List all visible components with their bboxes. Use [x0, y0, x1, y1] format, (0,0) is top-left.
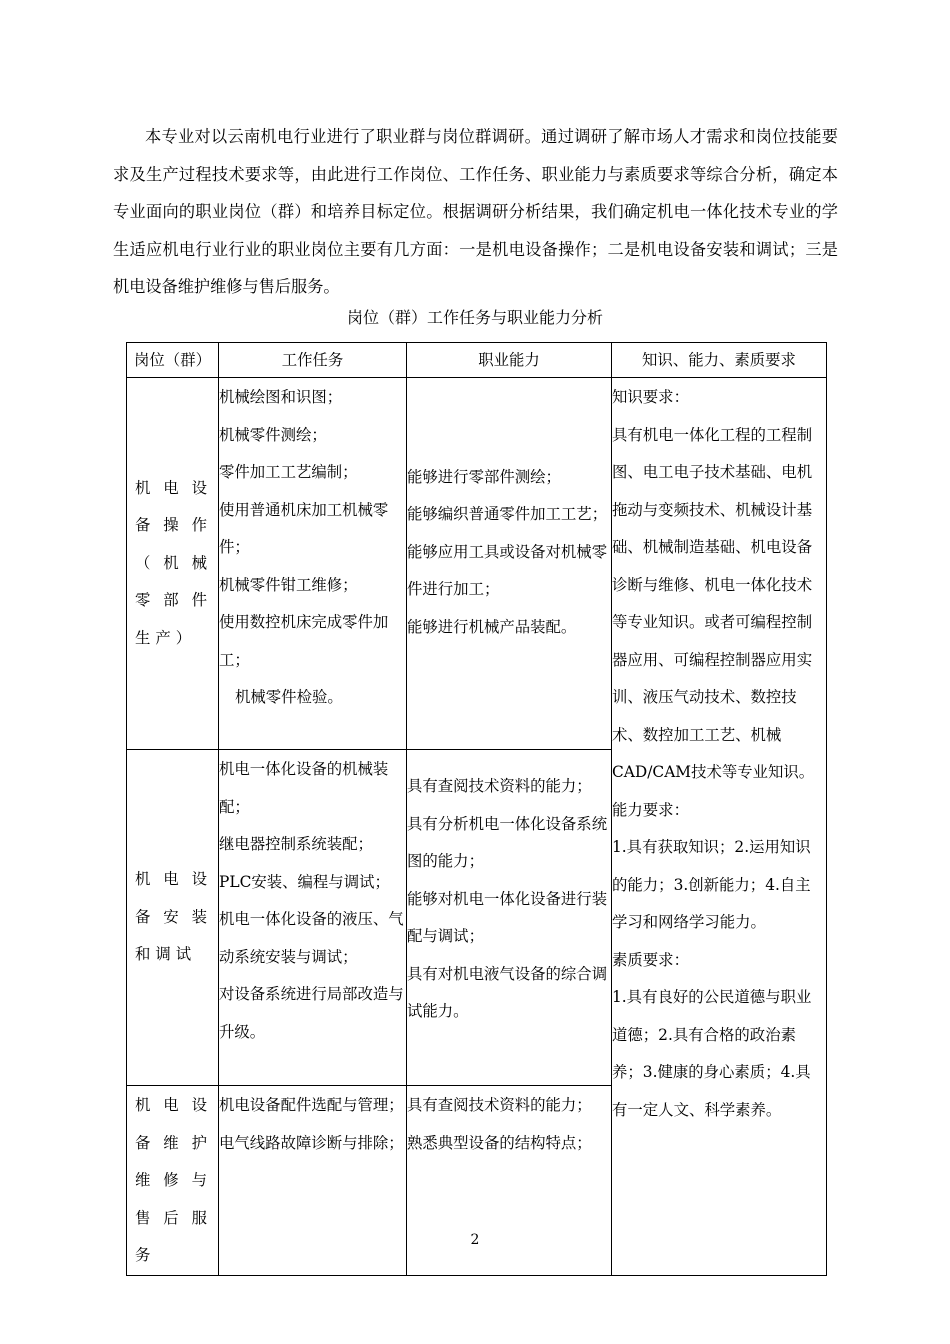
ability-item: 能够对机电一体化设备进行装配与调试；	[407, 889, 608, 945]
knowledge-heading: 知识要求：	[612, 388, 689, 406]
header-tasks: 工作任务	[219, 343, 407, 378]
knowledge-text: 具有机电一体化工程的工程制图、电工电子技术基础、电机拖动与变频技术、机械设计基础、机械制造基础、机电设备诊断与维修、机电一体化技术等专业知识。或者可编程控制器应用、可编程控制器应用实训、液压气动技术、数控技术、数控加工工艺、机械CAD/CAM技术等专业知识。	[612, 425, 815, 781]
table-header-row	[127, 343, 827, 378]
header-requirements: 知识、能力、素质要求	[612, 343, 827, 378]
task-item: 机电一体化设备的机械装配；	[219, 760, 389, 816]
ability-item: 能够编织普通零件加工工艺；	[407, 505, 608, 524]
ability-item: 熟悉典型设备的结构特点；	[407, 1133, 592, 1152]
ability-item: 具有对机电液气设备的综合调试能力。	[407, 964, 608, 1020]
role-maintenance: 机电设备维护维修与售后服务	[135, 1096, 212, 1264]
table-caption: 岗位（群）工作任务与职业能力分析	[346, 308, 603, 327]
ability-heading: 能力要求：	[612, 800, 689, 819]
role-installation: 机电设备安装和调试	[135, 870, 212, 964]
ability-item: 能够应用工具或设备对机械零件进行加工；	[407, 542, 608, 599]
task-item: 使用普通机床加工机械零件；	[219, 500, 389, 556]
task-item: 机械零件测绘；	[219, 425, 327, 444]
header-abilities: 职业能力	[407, 343, 612, 378]
task-item: PLC安装、编程与调试；	[219, 872, 390, 891]
ability-item: 具有查阅技术资料的能力；	[407, 1096, 592, 1114]
task-item: 零件加工工艺编制；	[219, 463, 358, 481]
page-number: 2	[470, 1232, 480, 1248]
task-item: 机械零件钳工维修；	[219, 575, 358, 594]
role-cell	[127, 378, 219, 750]
table-row	[127, 378, 827, 750]
ability-text: 1.具有获取知识；2.运用知识的能力；3.创新能力；4.自主学习和网络学习能力。	[612, 838, 811, 931]
task-item: 使用数控机床完成零件加工；	[219, 613, 389, 669]
task-item: 机电设备配件选配与管理；	[219, 1096, 404, 1114]
task-item: 机械零件检验。	[235, 688, 343, 706]
role-operation: 机电设备操作（机械零部件生产）	[135, 478, 212, 647]
abilities-cell	[407, 750, 612, 1086]
ability-item: 能够进行机械产品装配。	[407, 617, 577, 636]
ability-item: 具有分析机电一体化设备系统图的能力；	[407, 814, 608, 870]
requirements-cell	[612, 378, 827, 1276]
task-item: 电气线路故障诊断与排除；	[219, 1133, 404, 1152]
role-cell	[127, 750, 219, 1086]
quality-text: 1.具有良好的公民道德与职业道德；2.具有合格的政治素养；3.健康的身心素质；4.具有一定人文、科学素养。	[612, 988, 812, 1119]
analysis-table	[126, 342, 827, 1276]
ability-item: 能够进行零部件测绘；	[407, 467, 561, 486]
intro-paragraph: 本专业对以云南机电行业进行了职业群与岗位群调研。通过调研了解市场人才需求和岗位技能要求及生产过程技术要求等，由此进行工作岗位、工作任务、职业能力与素质要求等综合分析，确定本专业面向的职业岗位（群）和培养目标定位。根据调研分析结果，我们确定机电一体化技术专业的学生适应机电行业行业的职业岗位主要有几方面：一是机电设备操作；二是机电设备安装和调试；三是机电设备维护维修与售后服务。	[113, 127, 838, 296]
task-item: 机电一体化设备的液压、气动系统安装与调试；	[219, 910, 404, 966]
quality-heading: 素质要求：	[612, 950, 689, 969]
tasks-cell	[219, 378, 407, 750]
task-item: 对设备系统进行局部改造与升级。	[219, 985, 404, 1041]
header-role: 岗位（群）	[127, 343, 219, 378]
ability-item: 具有查阅技术资料的能力；	[407, 777, 592, 795]
task-item: 继电器控制系统装配；	[219, 835, 373, 853]
abilities-cell	[407, 378, 612, 750]
tasks-cell	[219, 750, 407, 1086]
task-item: 机械绘图和识图；	[219, 388, 343, 406]
